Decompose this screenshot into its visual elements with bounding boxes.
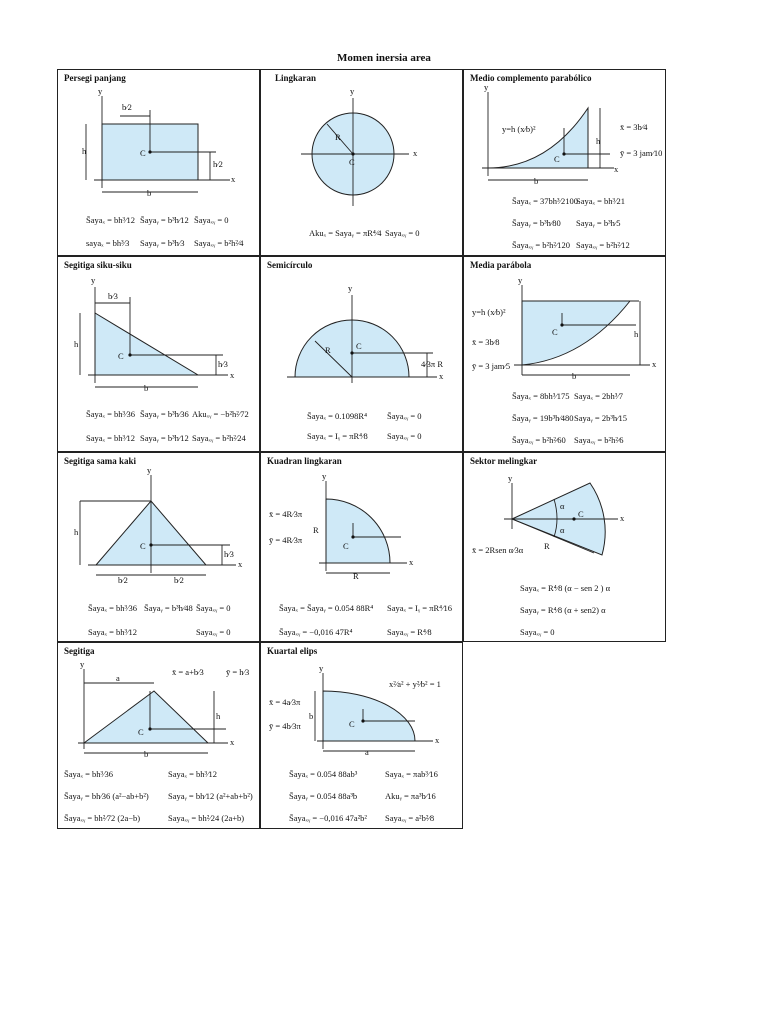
formula: Sayaₓ = 2bh³⁄7 — [574, 391, 623, 401]
diagram-label: R — [353, 571, 359, 581]
diagram-stroke — [572, 517, 575, 520]
diagram-stroke — [562, 152, 565, 155]
parabolic-complement-diagram — [464, 70, 666, 256]
diagram-label: x — [614, 164, 619, 174]
xbar-label: x̄ = 4R⁄3π — [269, 509, 303, 519]
formula: S̄ayaₓᵧ = bh²⁄72 (2a−b) — [64, 813, 141, 823]
page-title: Momen inersia area — [337, 52, 431, 64]
formula: Akuᵧ = πa³b⁄16 — [385, 791, 436, 801]
centroid-dot — [148, 150, 151, 153]
parabolic-complement-shape — [488, 108, 588, 168]
formula: Sayaₓᵧ = bh²⁄24 (2a+b) — [168, 813, 245, 823]
diagram-label: R — [313, 525, 319, 535]
diagram-label: C — [349, 719, 355, 729]
cell-parabolic-complement — [463, 69, 666, 256]
diagram-label: b — [147, 188, 152, 198]
formula: Sayaₓ = bh³⁄12 — [168, 769, 217, 779]
formula: S̄ayaᵧ = b³h⁄12 — [140, 215, 189, 225]
diagram-label: C — [554, 154, 560, 164]
formula: S̄ayaₓᵧ = b²h²⁄120 — [512, 240, 571, 250]
diagram-label: x — [230, 737, 235, 747]
quarter-circle-diagram — [261, 453, 463, 642]
diagram-label: α — [560, 525, 565, 535]
diagram-label: 4⁄3π R — [421, 359, 444, 369]
diagram-label: y — [518, 275, 523, 285]
diagram-stroke — [128, 353, 131, 356]
diagram-label: y — [350, 86, 355, 96]
cell-right-triangle — [57, 256, 260, 452]
formula: S̄ayaₓᵧ = 0 — [194, 215, 229, 225]
cell-title: Lingkaran — [275, 73, 317, 83]
triangle-shape — [84, 691, 208, 743]
cell-semiparabola — [463, 256, 666, 452]
diagram-label: y — [91, 275, 96, 285]
diagram-label: b⁄2 — [118, 575, 128, 585]
xbar-label: x̄ = 2Rsen α⁄3α — [472, 545, 524, 555]
diagram-label: y=h (x⁄b)² — [472, 307, 506, 317]
diagram-label: a — [365, 747, 369, 757]
formula: Sayaₓᵧ = b²h²⁄12 — [576, 240, 630, 250]
formula: S̄ayaₓᵧ = b²h²⁄60 — [512, 435, 566, 445]
formula: Sayaᵧ = R⁴⁄8 (α + sen2) α — [520, 605, 606, 615]
cell-title: Segitiga siku-siku — [64, 260, 132, 270]
diagram-label: C — [356, 341, 362, 351]
diagram-label: h — [74, 339, 79, 349]
formula: S̄ayaₓᵧ = 0 — [196, 603, 231, 613]
diagram-label: b⁄3 — [108, 291, 118, 301]
formula: S̄ayaₓ = 0.054 88ab³ — [289, 769, 358, 779]
formula: S̄ayaᵧ = 0.054 88a³b — [289, 791, 358, 801]
diagram-label: y=h (x⁄b)² — [502, 124, 536, 134]
diagram-label: b — [144, 749, 149, 759]
formula: S̄ayaₓ = bh³⁄36 — [64, 769, 113, 779]
quarter-ellipse-diagram — [261, 643, 463, 829]
formula: S̄ayaₓ = 0.1098R⁴ — [307, 411, 368, 421]
cell-isosceles-triangle — [57, 452, 260, 642]
diagram-stroke — [351, 152, 354, 155]
formula: S̄ayaₓᵧ = −0,016 47R⁴ — [279, 627, 353, 637]
xbar-label: x̄ = a+b⁄3 — [172, 667, 204, 677]
formula: Sayaₓᵧ = 0 — [520, 627, 555, 637]
formula: Sayaₓᵧ = 0 — [385, 228, 420, 238]
diagram-label: h — [634, 329, 639, 339]
diagram-label: x — [413, 148, 418, 158]
diagram-label: R — [325, 345, 331, 355]
diagram-label: x — [439, 371, 444, 381]
cell-title: Segitiga — [64, 646, 95, 656]
diagram-label: y — [484, 82, 489, 92]
diagram-stroke — [148, 727, 151, 730]
diagram-label: b — [144, 383, 149, 393]
cell-circle — [260, 69, 463, 256]
diagram-label: x — [409, 557, 414, 567]
formula: S̄ayaᵧ = b³h⁄36 — [140, 409, 189, 419]
diagram-label: y — [322, 471, 327, 481]
formula: S̄ayaᵧ = b³h⁄48 — [144, 603, 193, 613]
cell-semicircle — [260, 256, 463, 452]
diagram-label: C — [578, 509, 584, 519]
cell-triangle — [57, 642, 260, 829]
formula: Sayaₓᵧ = b²h²⁄6 — [574, 435, 624, 445]
diagram-label: h — [596, 136, 601, 146]
diagram-stroke — [351, 535, 354, 538]
formula: Sayaₓᵧ = b²h²⁄4 — [194, 238, 244, 248]
formula: Sayaₓ = bh³⁄12 — [88, 627, 137, 637]
diagram-stroke — [560, 323, 563, 326]
diagram-label: R — [335, 132, 341, 142]
diagram-label: C — [138, 727, 144, 737]
diagram-label: x²⁄a² + y²⁄b² = 1 — [389, 679, 441, 689]
cell-title: Persegi panjang — [64, 73, 126, 83]
diagram-label: y — [80, 659, 85, 669]
formula: S̄ayaₓ = 8bh³⁄175 — [512, 391, 570, 401]
formula: sayaₓ = bh³⁄3 — [86, 238, 130, 248]
xbar-label: x̄ = 3b⁄8 — [472, 337, 500, 347]
formula: S̄ayaᵧ = bh⁄36 (a²−ab+b²) — [64, 791, 149, 801]
diagram-label: R — [544, 541, 550, 551]
inertia-table — [57, 69, 666, 829]
formula: Sayaₓᵧ = b²h²⁄24 — [192, 433, 246, 443]
formula: S̄ayaₓ = bh³⁄12 — [86, 215, 135, 225]
formula: Sayaₓ = bh³⁄21 — [576, 196, 625, 206]
ybar-label: ȳ = 3 jam⁄5 — [472, 361, 511, 371]
ybar-label: ȳ = 3 jam⁄10 — [620, 148, 663, 158]
formula: Sayaᵧ = b³h⁄3 — [140, 238, 185, 248]
formula: Sayaₓ = bh³⁄12 — [86, 433, 135, 443]
cell-rectangle — [57, 69, 260, 256]
quarter-ellipse-shape — [323, 691, 415, 741]
formula: Sayaₓᵧ = 0 — [196, 627, 231, 637]
diagram-label: b⁄2 — [174, 575, 184, 585]
diagram-label: C — [349, 157, 355, 167]
diagram-label: y — [98, 86, 103, 96]
formula: S̄ayaᵧ = b³h⁄80 — [512, 218, 561, 228]
formula: S̄ayaₓ = bh³⁄36 — [86, 409, 135, 419]
diagram-stroke — [149, 543, 152, 546]
rectangle-diagram — [58, 70, 260, 256]
diagram-stroke — [361, 719, 364, 722]
cell-circular-sector — [463, 452, 666, 642]
isosceles-triangle-diagram — [58, 453, 260, 642]
diagram-label: C — [118, 351, 124, 361]
ybar-label: ȳ = h⁄3 — [226, 667, 250, 677]
cell-quarter-circle — [260, 452, 463, 642]
formula: Sayaᵧ = b³h⁄12 — [140, 433, 189, 443]
diagram-label: y — [147, 465, 152, 475]
diagram-label: h — [74, 527, 79, 537]
diagram-label: x — [435, 735, 440, 745]
cell-title: Sektor melingkar — [470, 456, 538, 466]
diagram-label: a — [116, 673, 120, 683]
diagram-label: b⁄2 — [122, 102, 132, 112]
diagram-label: y — [348, 283, 353, 293]
diagram-label: b — [572, 371, 577, 381]
diagram-label: x — [230, 370, 235, 380]
cell-title: Kuadran lingkaran — [267, 456, 342, 466]
formula: S̄ayaₓ = 37bh³⁄2100 — [512, 196, 578, 206]
cell-title: Semicírculo — [267, 260, 313, 270]
cell-quarter-ellipse — [260, 642, 463, 829]
ybar-label: ȳ = 4b⁄3π — [269, 721, 301, 731]
diagram-label: x — [620, 513, 625, 523]
right-triangle-diagram — [58, 257, 260, 452]
ybar-label: ȳ = 4R⁄3π — [269, 535, 303, 545]
cell-title: Kuartal elips — [267, 646, 318, 656]
diagram-label: h — [216, 711, 221, 721]
diagram-label: b — [309, 711, 314, 721]
cell-title: Medio complemento parabólico — [470, 73, 592, 83]
formula: S̄ayaₓᵧ = 0 — [387, 411, 422, 421]
diagram-label: C — [140, 541, 146, 551]
diagram-label: h⁄2 — [213, 159, 223, 169]
formula: Sayaₓ = Iᵧ = πR⁴⁄16 — [387, 603, 453, 613]
xbar-label: x̄ = 4a⁄3π — [269, 697, 301, 707]
formula: S̄ayaₓ = bh³⁄36 — [88, 603, 137, 613]
diagram-label: h⁄3 — [218, 359, 228, 369]
diagram-label: h⁄3 — [224, 549, 234, 559]
diagram-label: h — [82, 146, 87, 156]
diagram-label: C — [343, 541, 349, 551]
diagram-label: x — [652, 359, 657, 369]
formula: Akuₓ = Sayaᵧ = πR⁴⁄4 — [309, 228, 382, 238]
formula: Sayaₓᵧ = R⁴⁄8 — [387, 627, 432, 637]
diagram-label: x — [231, 174, 236, 184]
diagram-label: C — [552, 327, 558, 337]
formula: Akuₓᵧ = −b²h²⁄72 — [192, 409, 249, 419]
diagram-label: x — [238, 559, 243, 569]
diagram-label: y — [319, 663, 324, 673]
formula: Sayaᵧ = b³h⁄5 — [576, 218, 621, 228]
diagram-label: y — [508, 473, 513, 483]
formula: Sayaₓᵧ = 0 — [387, 431, 422, 441]
cell-title: Segitiga sama kaki — [64, 456, 137, 466]
formula: S̄ayaₓ = S̄ayaᵧ = 0.054 88R⁴ — [279, 603, 374, 613]
semicircle-diagram — [261, 257, 463, 452]
xbar-label: x̄ = 3b⁄4 — [620, 122, 648, 132]
diagram-stroke — [350, 351, 353, 354]
right-triangle-shape — [95, 313, 198, 375]
semiparabola-shape — [522, 301, 630, 365]
formula: Sayaₓ = Iᵧ = πR⁴⁄8 — [307, 431, 368, 441]
formula: Sayaₓ = πab³⁄16 — [385, 769, 438, 779]
diagram-label: b — [534, 176, 539, 186]
formula: Sayaᵧ = bh⁄12 (a²+ab+b²) — [168, 791, 253, 801]
formula: Sayaᵧ = 2b³h⁄15 — [574, 413, 628, 423]
formula: S̄ayaₓᵧ = −0,016 47a²b² — [289, 813, 367, 823]
formula: Sayaₓ = R⁴⁄8 (α − sen 2 ) α — [520, 583, 611, 593]
formula: Sayaₓᵧ = a²b²⁄8 — [385, 813, 435, 823]
quarter-circle-shape — [326, 499, 390, 563]
diagram-label: α — [560, 501, 565, 511]
formula: S̄ayaᵧ = 19b³h⁄480 — [512, 413, 574, 423]
cell-title: Media parábola — [470, 260, 532, 270]
diagram-label: C — [140, 148, 146, 158]
